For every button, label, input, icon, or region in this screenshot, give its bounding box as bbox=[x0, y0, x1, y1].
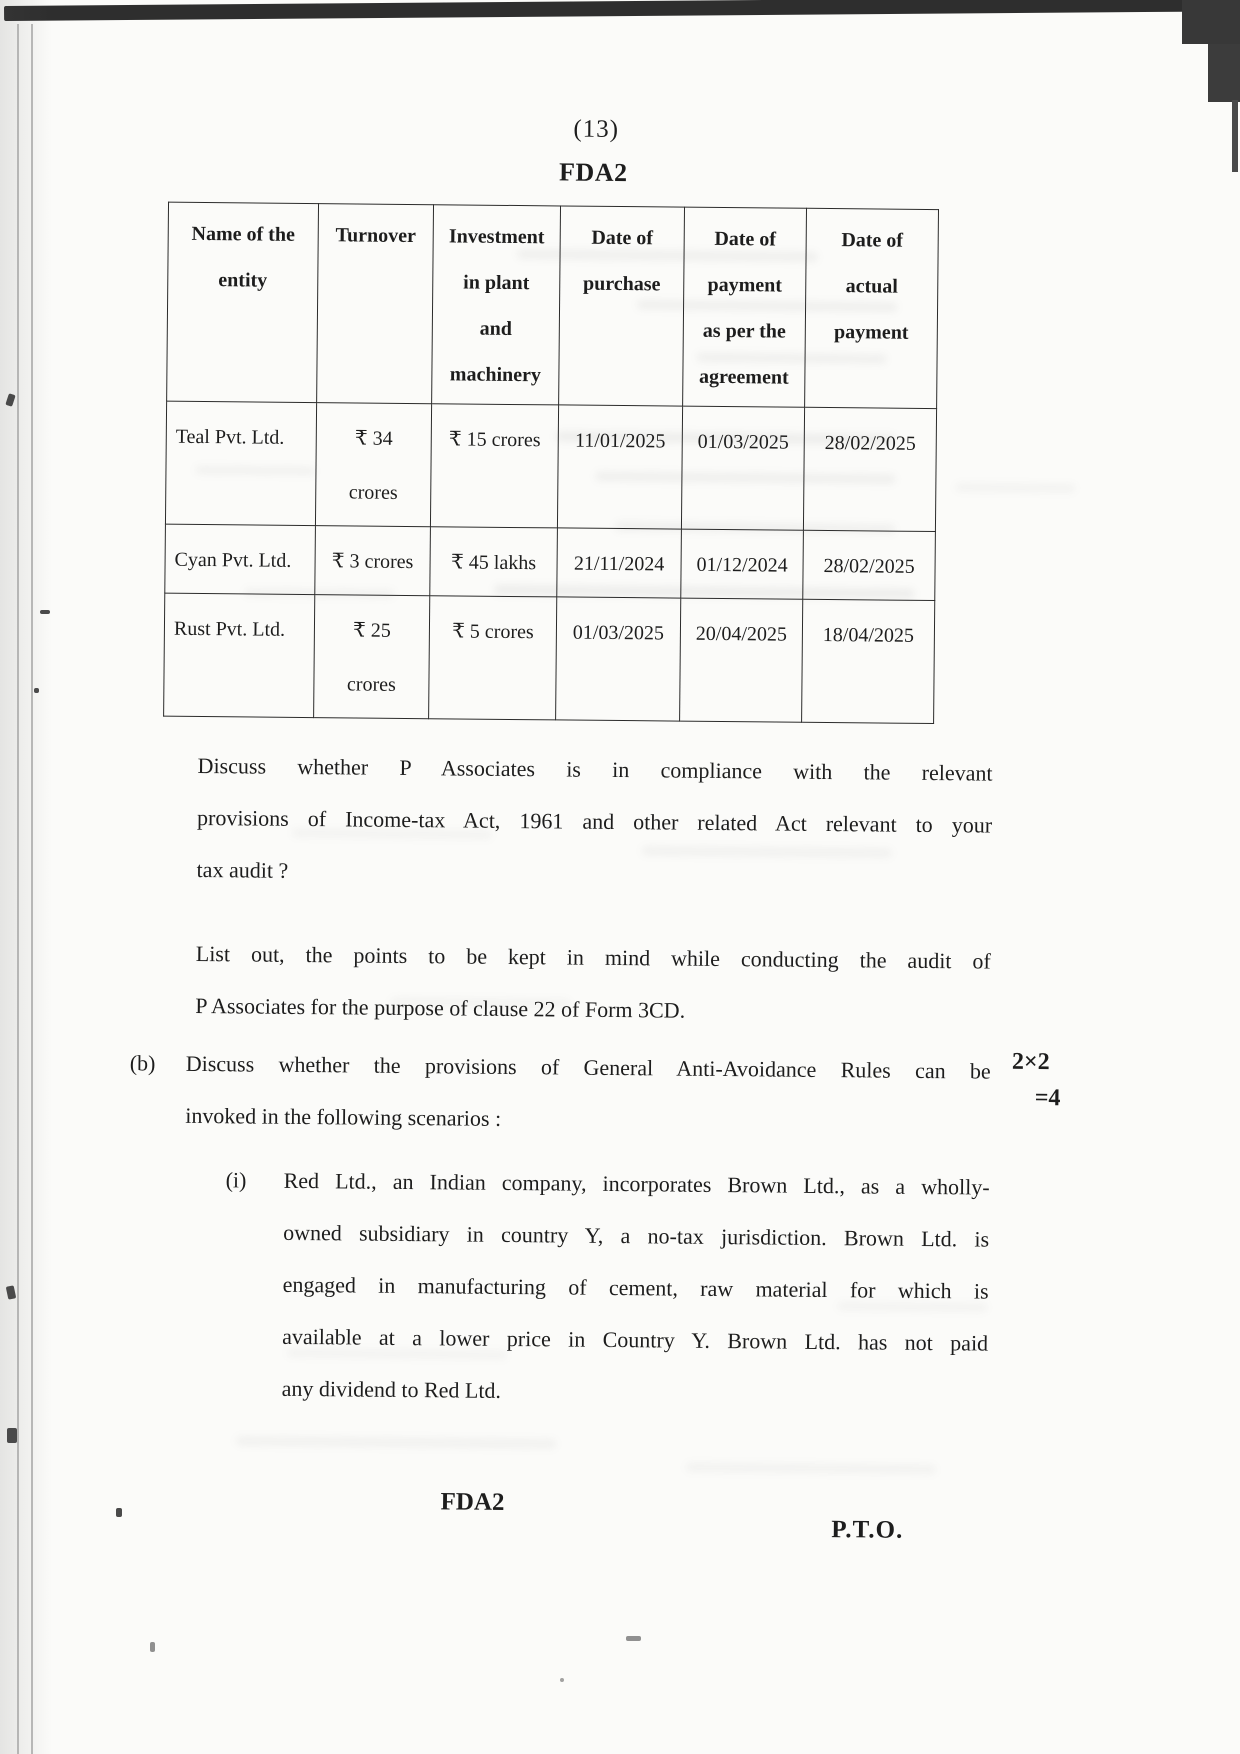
scenario-text-line: available at a lower price in Country Y. Brown Ltd. has not paid bbox=[282, 1323, 989, 1356]
bleed-smudge bbox=[236, 1436, 556, 1448]
question-text-line: P Associates for the purpose of clause 22 of Form 3CD. bbox=[195, 992, 686, 1023]
scenario-text-line: owned subsidiary in country Y, a no-tax jurisdiction. Brown Ltd. is bbox=[283, 1219, 990, 1252]
bleed-smudge bbox=[955, 483, 1075, 492]
cell-date-payment-agreement: 01/03/2025 bbox=[681, 406, 804, 530]
table-header-row bbox=[167, 202, 939, 408]
cell-investment: ₹ 45 lakhs bbox=[430, 527, 558, 597]
marks-value: 2×2 bbox=[1011, 1048, 1050, 1076]
question-text-line: invoked in the following scenarios : bbox=[185, 1102, 502, 1131]
cell-turnover: ₹ 25 crores bbox=[314, 595, 430, 719]
question-text-line: provisions of Income-tax Act, 1961 and other related Act relevant to your bbox=[197, 804, 993, 838]
marks-allocation bbox=[994, 1044, 1067, 1117]
scenario-text-line: any dividend to Red Ltd. bbox=[281, 1375, 502, 1403]
header-date-actual-payment: Date of actual payment bbox=[805, 208, 939, 408]
question-item-b bbox=[129, 1037, 995, 1149]
cell-entity-name: Rust Pvt. Ltd. bbox=[164, 593, 315, 717]
table-row bbox=[165, 524, 936, 600]
cell-investment: ₹ 5 crores bbox=[429, 596, 557, 720]
scenario-text-line: engaged in manufacturing of cement, raw material for which is bbox=[282, 1271, 989, 1304]
question-label-b: (b) bbox=[129, 1050, 156, 1076]
question-paragraph-clause22 bbox=[195, 928, 991, 1040]
cell-entity-name: Cyan Pvt. Ltd. bbox=[165, 524, 316, 594]
cell-investment: ₹ 15 crores bbox=[430, 404, 558, 528]
footer-paper-code: FDA2 bbox=[440, 1488, 505, 1516]
cell-date-purchase: 01/03/2025 bbox=[556, 597, 681, 721]
cell-date-payment-agreement: 01/12/2024 bbox=[681, 529, 804, 599]
question-text-line: Discuss whether the provisions of General Anti-Avoidance Rules can be bbox=[185, 1050, 991, 1084]
bleed-smudge bbox=[686, 1463, 936, 1474]
cell-date-purchase: 21/11/2024 bbox=[557, 528, 682, 598]
entity-details-table bbox=[163, 202, 939, 724]
cell-entity-name: Teal Pvt. Ltd. bbox=[165, 401, 316, 525]
cell-turnover: ₹ 34 crores bbox=[315, 403, 431, 527]
header-date-payment-agreement: Date of payment as per the agreement bbox=[683, 207, 807, 407]
question-paragraph-compliance bbox=[196, 740, 992, 904]
table-row bbox=[165, 401, 936, 531]
question-text-line: List out, the points to be kept in mind while conducting the audit of bbox=[195, 940, 991, 974]
scenario-label-i: (i) bbox=[225, 1167, 247, 1193]
marks-total: =4 bbox=[1034, 1085, 1061, 1112]
cell-date-actual-payment: 28/02/2025 bbox=[803, 530, 936, 600]
paper-code-heading: FDA2 bbox=[558, 157, 628, 188]
header-turnover: Turnover bbox=[317, 204, 434, 404]
table-row bbox=[164, 593, 935, 723]
scenario-text-line: Red Ltd., an Indian company, incorporates Brown Ltd., as a wholly- bbox=[283, 1167, 990, 1200]
question-text-line: tax audit ? bbox=[196, 856, 289, 883]
scenario-item-i bbox=[223, 1154, 993, 1421]
header-date-purchase: Date of purchase bbox=[559, 206, 685, 406]
cell-date-actual-payment: 28/02/2025 bbox=[803, 407, 936, 531]
cell-turnover: ₹ 3 crores bbox=[315, 526, 431, 596]
cell-date-actual-payment: 18/04/2025 bbox=[802, 599, 935, 723]
cell-date-payment-agreement: 20/04/2025 bbox=[680, 598, 803, 722]
header-investment: Investment in plant and machinery bbox=[432, 205, 561, 405]
question-b-text bbox=[185, 1038, 991, 1150]
scenario-i-text bbox=[281, 1155, 989, 1422]
question-text-line: Discuss whether P Associates is in compliance with the relevant bbox=[197, 752, 993, 786]
footer-pto: P.T.O. bbox=[831, 1516, 904, 1544]
header-name-of-entity: Name of the entity bbox=[167, 202, 319, 402]
page-number: (13) bbox=[573, 115, 620, 143]
cell-date-purchase: 11/01/2025 bbox=[557, 405, 682, 529]
